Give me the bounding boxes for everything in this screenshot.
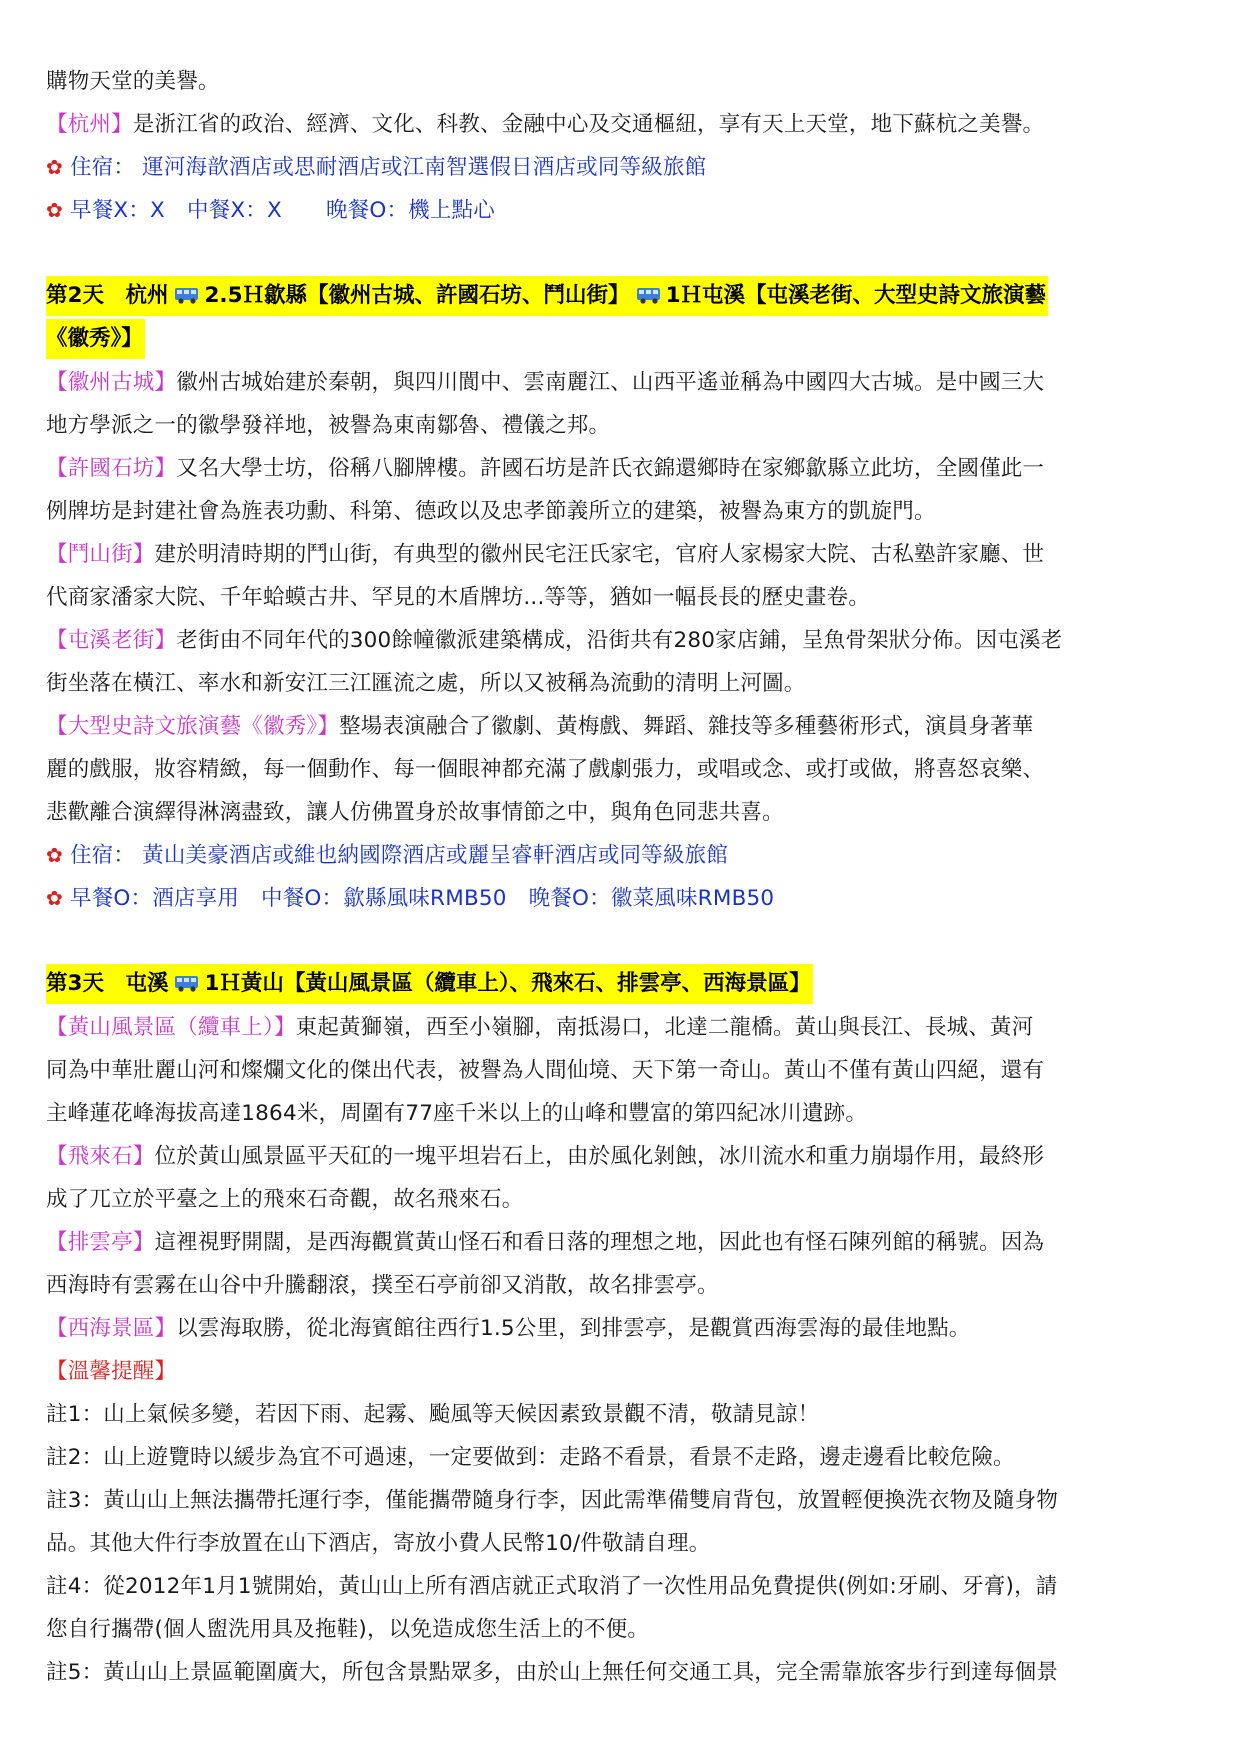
section-tag: 【鬥山街】	[46, 542, 155, 567]
note-line: 註5：黃山山上景區範圍廣大，所包含景點眾多，由於山上無任何交通工具，完全需靠旅客步行到達每個景	[46, 1660, 1059, 1685]
section-line: 代商家潘家大院、千年蛤蟆古井、罕見的木盾牌坊...等等，猶如一幅長長的歷史畫卷。	[46, 585, 871, 610]
section-line	[46, 1221, 1206, 1264]
lodging-label: 住宿：	[70, 843, 136, 868]
section-line: 地方學派之一的徽學發祥地，被譽為東南鄒魯、禮儀之邦。	[46, 413, 611, 438]
section-line	[46, 1307, 1206, 1350]
day3-header	[46, 963, 1206, 1006]
meal-lunch: 中餐X：X	[186, 198, 282, 223]
section-line: 麗的戲服，妝容精緻，每一個動作、每一個眼神都充滿了戲劇張力，或唱或念、或打或做，將喜怒哀樂、	[46, 757, 1045, 782]
notice-title: 【溫馨提醒】	[46, 1359, 177, 1384]
section-text: 這裡視野開闊，是西海觀賞黃山怪石和看日落的理想之地，因此也有怪石陳列館的稱號。因為	[154, 1230, 1045, 1255]
day3-header-a: 第3天 屯溪	[46, 971, 169, 996]
itinerary-page	[46, 60, 1206, 1694]
section-tag: 【飛來石】	[46, 1144, 155, 1169]
section-line	[46, 619, 1206, 662]
lodging-label: 住宿：	[70, 155, 136, 180]
day2-header-line2: 《徽秀》】	[46, 319, 145, 359]
section-line	[46, 447, 1206, 490]
meal-dinner: 晚餐O：徽菜風味RMB50	[528, 886, 775, 911]
flower-icon: ✿	[46, 198, 63, 222]
section-line	[46, 1006, 1206, 1049]
hangzhou-tag: 【杭州】	[46, 112, 133, 137]
meal-dinner: 晚餐O：機上點心	[325, 198, 495, 223]
flower-icon: ✿	[46, 155, 63, 179]
hangzhou-text: 是浙江省的政治、經濟、文化、科教、金融中心及交通樞紐，享有天上天堂，地下蘇杭之美譽。	[132, 112, 1045, 137]
day2-header-a: 第2天 杭州	[46, 283, 169, 308]
note-line: 註4：從2012年1月1號開始，黃山山上所有酒店就正式取消了一次性用品免費提供(例如:牙刷、牙膏)，請	[46, 1574, 1058, 1599]
day2-header-b: 2.5Ｈ歙縣【徽州古城、許國石坊、鬥山街】	[204, 283, 630, 308]
day1-meals	[46, 189, 1206, 232]
section-text: 又名大學士坊，俗稱八腳牌樓。許國石坊是許氏衣錦還鄉時在家鄉歙縣立此坊，全國僅此一	[176, 456, 1045, 481]
intro-line: 購物天堂的美譽。	[46, 69, 220, 94]
day1-lodging	[46, 146, 1206, 189]
hangzhou-paragraph	[46, 103, 1206, 146]
bus-icon	[636, 285, 662, 305]
meal-breakfast: 早餐O：酒店享用	[70, 886, 240, 911]
section-line: 主峰蓮花峰海拔高達1864米，周圍有77座千米以上的山峰和豐富的第四紀冰川遺跡。	[46, 1101, 868, 1126]
bus-icon	[174, 973, 200, 993]
section-tag: 【徽州古城】	[46, 370, 177, 395]
section-line: 成了兀立於平臺之上的飛來石奇觀，故名飛來石。	[46, 1187, 524, 1212]
section-line	[46, 705, 1206, 748]
section-tag: 【許國石坊】	[46, 456, 177, 481]
section-text: 位於黃山風景區平天矼的一塊平坦岩石上，由於風化剝蝕，冰川流水和重力崩塌作用，最終形	[154, 1144, 1045, 1169]
day2-meals	[46, 877, 1206, 920]
section-line: 悲歡離合演繹得淋漓盡致，讓人仿佛置身於故事情節之中，與角色同悲共喜。	[46, 800, 784, 825]
section-text: 東起黃獅嶺，西至小嶺腳，南抵湯口，北達二龍橋。黃山與長江、長城、黃河	[295, 1015, 1034, 1040]
note-line: 註3：黃山山上無法攜帶托運行李，僅能攜帶隨身行李，因此需準備雙肩背包，放置輕便換洗衣物及隨身物	[46, 1488, 1059, 1513]
section-text: 徽州古城始建於秦朝，與四川閬中、雲南麗江、山西平遙並稱為中國四大古城。是中國三大	[176, 370, 1045, 395]
day2-lodging	[46, 834, 1206, 877]
section-tag: 【屯溪老街】	[46, 628, 177, 653]
section-tag: 【西海景區】	[46, 1316, 177, 1341]
day2-header-c: 1Ｈ屯溪【屯溪老街、大型史詩文旅演藝	[665, 283, 1047, 308]
meal-lunch: 中餐O：歙縣風味RMB50	[261, 886, 507, 911]
flower-icon: ✿	[46, 886, 63, 910]
section-tag: 【排雲亭】	[46, 1230, 155, 1255]
day2-header	[46, 275, 1206, 318]
section-line	[46, 533, 1206, 576]
section-tag: 【黃山風景區（纜車上）】	[46, 1015, 296, 1040]
section-line: 例牌坊是封建社會為旌表功勳、科第、德政以及忠孝節義所立的建築，被譽為東方的凱旋門。	[46, 499, 936, 524]
section-line: 同為中華壯麗山河和燦爛文化的傑出代表，被譽為人間仙境、天下第一奇山。黃山不僅有黃山四絕，還有	[46, 1058, 1045, 1083]
note-line: 品。其他大件行李放置在山下酒店，寄放小費人民幣10/件敬請自理。	[46, 1531, 711, 1556]
section-tag: 【大型史詩文旅演藝《徽秀》】	[46, 714, 340, 739]
note-line: 註1：山上氣候多變，若因下雨、起霧、颱風等天候因素致景觀不清，敬請見諒！	[46, 1402, 820, 1427]
section-line	[46, 1135, 1206, 1178]
day2-header-cont	[46, 318, 1206, 361]
section-line: 街坐落在橫江、率水和新安江三江匯流之處，所以又被稱為流動的清明上河圖。	[46, 671, 806, 696]
section-line: 西海時有雲霧在山谷中升騰翻滾，撲至石亭前卻又消散，故名排雲亭。	[46, 1273, 719, 1298]
section-text: 整場表演融合了徽劇、黃梅戲、舞蹈、雜技等多種藝術形式，演員身著華	[339, 714, 1034, 739]
day3-header-b: 1Ｈ黃山【黃山風景區（纜車上）、飛來石、排雲亭、西海景區】	[204, 971, 811, 996]
meal-breakfast: 早餐X：X	[70, 198, 165, 223]
section-text: 以雲海取勝，從北海賓館往西行1.5公里，到排雲亭，是觀賞西海雲海的最佳地點。	[176, 1316, 971, 1341]
lodging-value: 運河海歆酒店或思耐酒店或江南智選假日酒店或同等級旅館	[142, 155, 707, 180]
lodging-value: 黃山美豪酒店或維也納國際酒店或麗呈睿軒酒店或同等級旅館	[142, 843, 729, 868]
note-line: 註2：山上遊覽時以緩步為宜不可過速，一定要做到：走路不看景，看景不走路，邊走邊看比較危險。	[46, 1445, 1015, 1470]
section-text: 建於明清時期的鬥山街，有典型的徽州民宅汪氏家宅，官府人家楊家大院、古私塾許家廳、世	[154, 542, 1045, 567]
section-line	[46, 361, 1206, 404]
section-text: 老街由不同年代的300餘幢徽派建築構成，沿街共有280家店鋪，呈魚骨架狀分佈。因屯溪老	[176, 628, 1063, 653]
bus-icon	[174, 285, 200, 305]
flower-icon: ✿	[46, 843, 63, 867]
note-line: 您自行攜帶(個人盥洗用具及拖鞋)，以免造成您生活上的不便。	[46, 1617, 650, 1642]
